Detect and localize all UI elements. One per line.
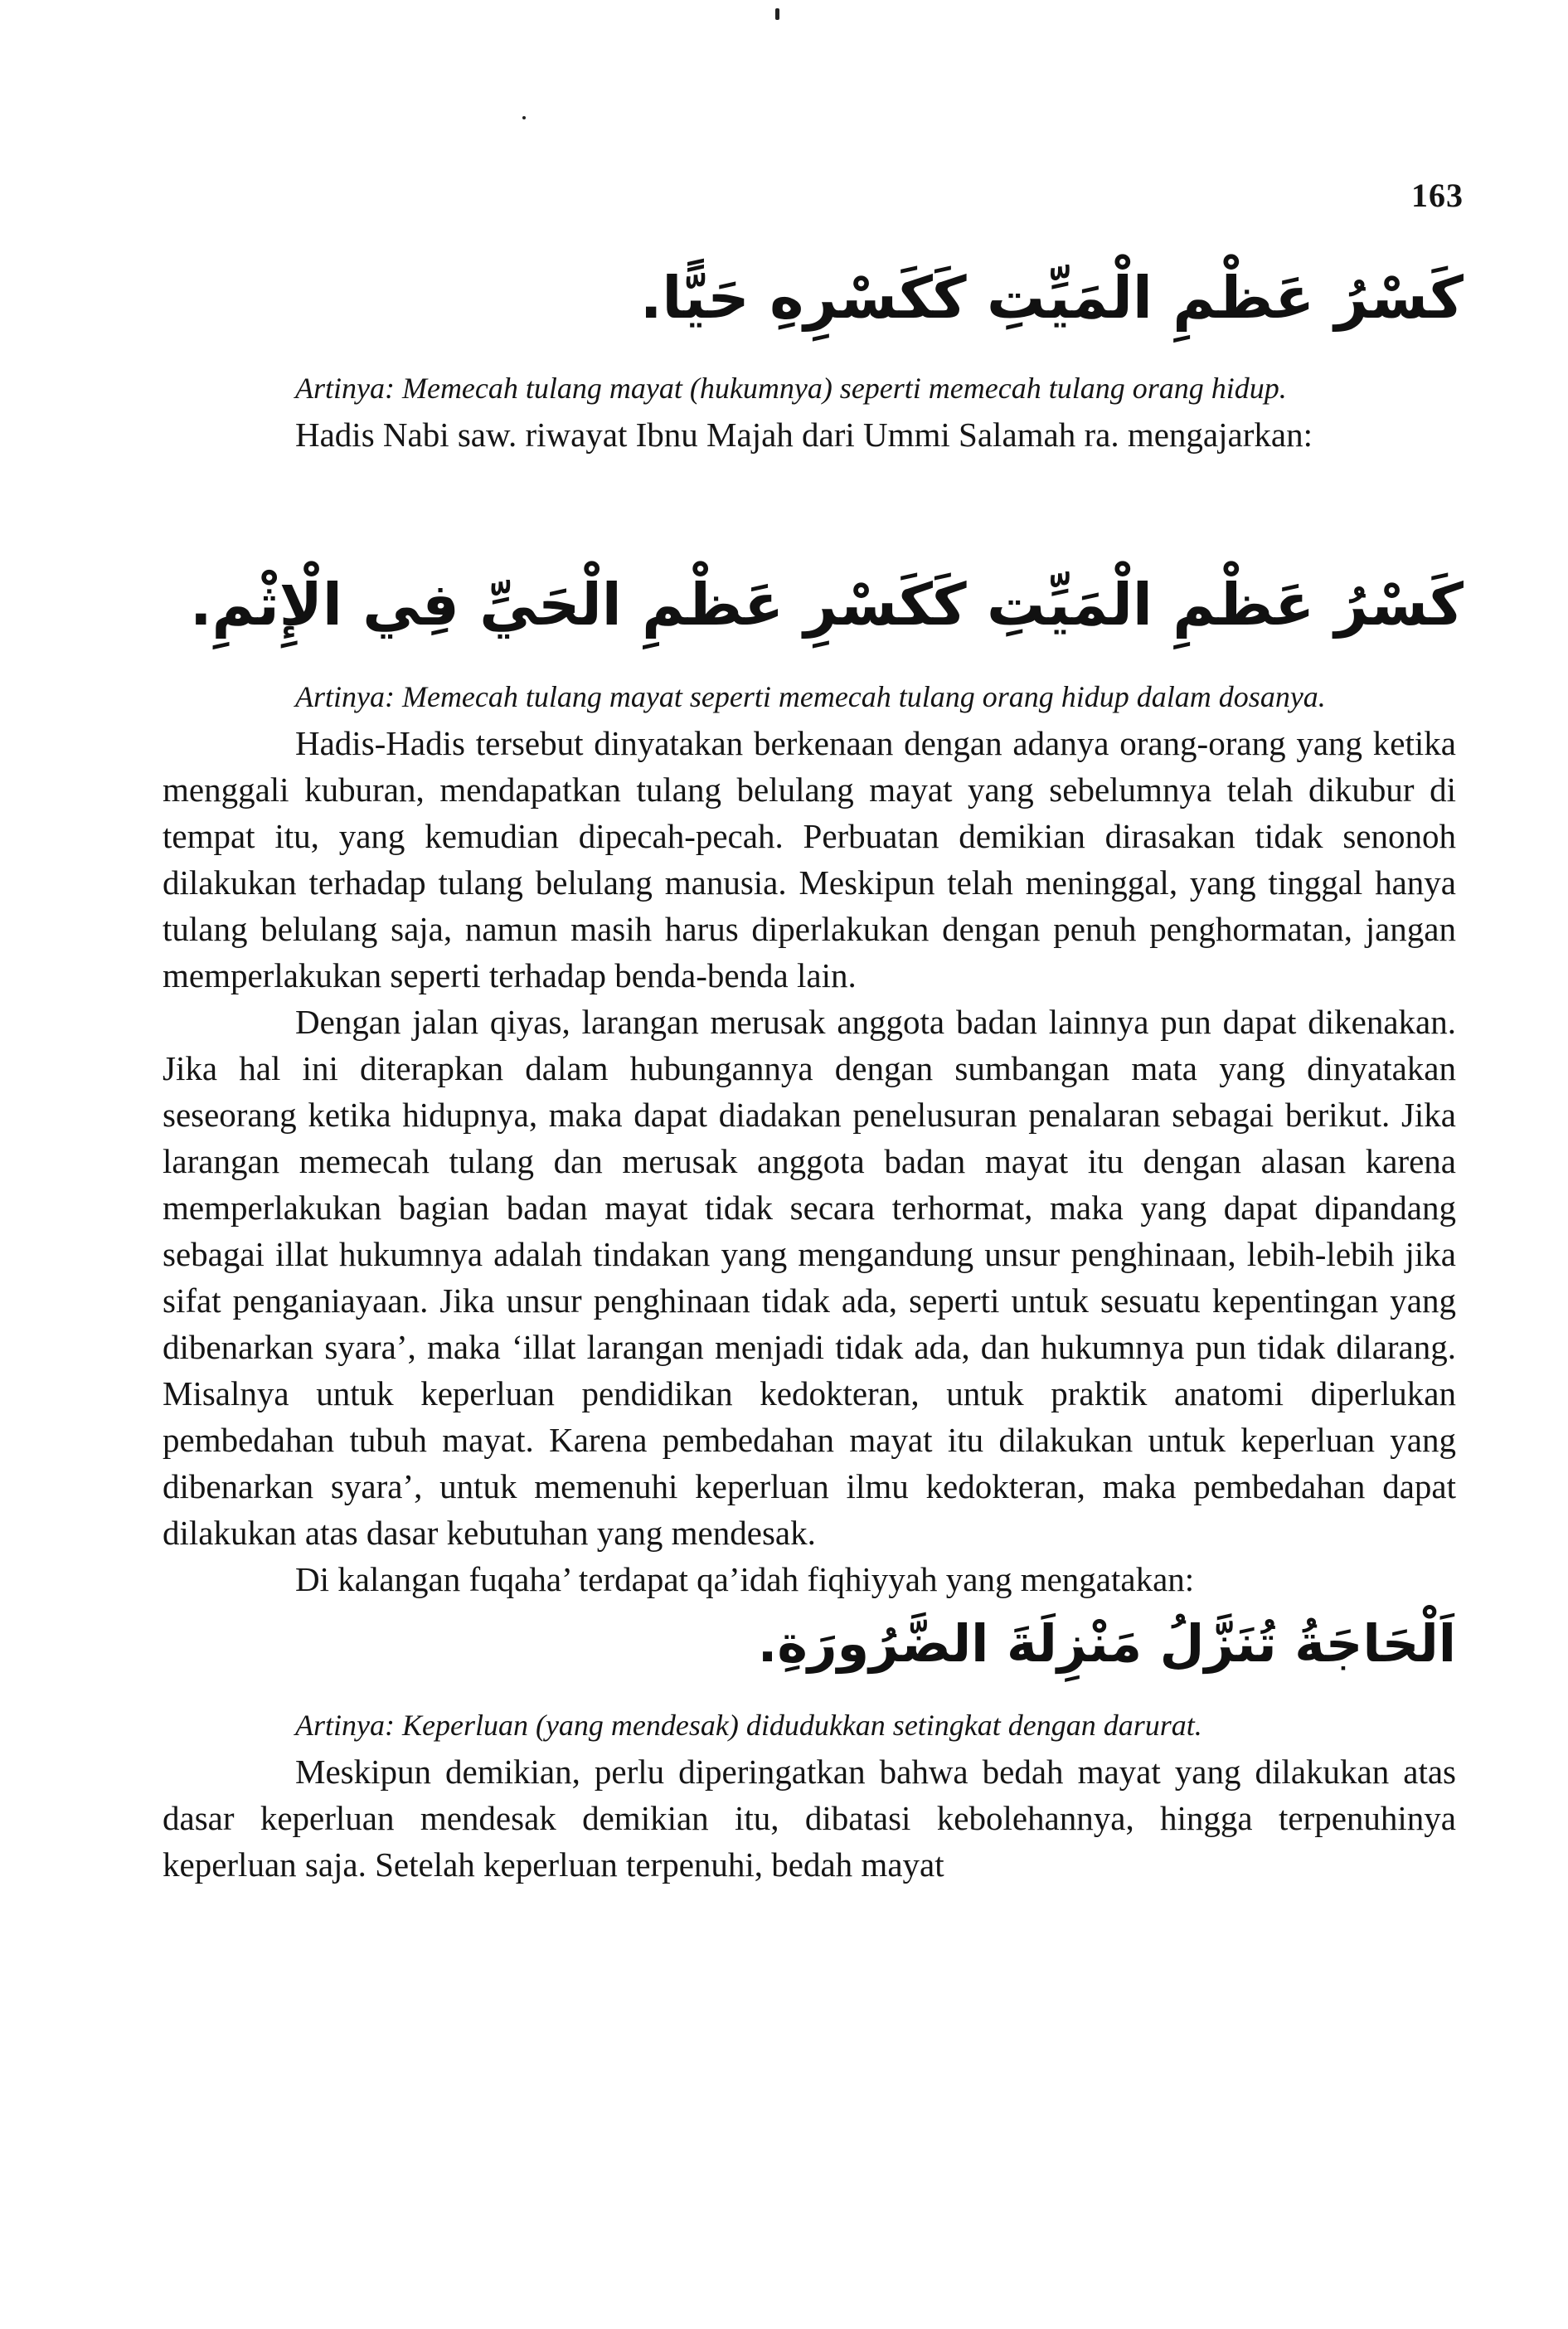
paragraph-fuqaha: Di kalangan fuqaha’ terdapat qa’idah fiqhiyyah yang mengatakan: — [295, 1560, 1195, 1598]
translation-1: Artinya: Memecah tulang mayat (hukumnya) seperti memecah tulang orang hidup. — [295, 372, 1287, 405]
arabic-quote-3-container — [163, 1602, 1456, 1702]
text-block-2 — [163, 673, 1456, 1888]
translation-3: Artinya: Keperluan (yang mendesak) didudukkan setingkat dengan darurat. — [295, 1709, 1202, 1742]
paragraph-hadis-context: Hadis-Hadis tersebut dinyatakan berkenaan dengan adanya orang-orang yang ketika menggali kuburan, mendapatkan tulang belulang mayat yang sebelumnya telah dikubur di tempat itu, yang kemudian dipecah-pecah. Perbuatan demikian dirasakan tidak senonoh dilakukan terhadap tulang belulang manusia. Meskipun telah meninggal, yang tinggal hanya tulang belulang saja, namun masih harus diperlakukan dengan penuh penghormatan, jangan memperlakukan seperti terhadap benda-benda lain. — [163, 724, 1456, 994]
arabic-quote-2: كَسْرُ عَظْمِ الْمَيِّتِ كَكَسْرِ عَظْمِ الْحَيِّ فِي الْإِثْمِ. — [189, 571, 1464, 639]
paragraph-qiyas: Dengan jalan qiyas, larangan merusak anggota badan lainnya pun dapat dikenakan. Jika hal ini diterapkan dalam hubungannya dengan sumbangan mata yang dinyatakan seseorang ketika hidupnya, maka dapat diadakan penelusuran penalaran sebagai berikut. Jika larangan memecah tulang dan merusak anggota badan mayat itu dengan alasan karena memperlakukan bagian badan mayat tidak secara terhormat, maka yang dapat dipandang sebagai illat hukumnya adalah tindakan yang mengandung unsur penghinaan, lebih-lebih jika sifat penganiayaan. Jika unsur penghinaan tidak ada, seperti untuk sesuatu kepentingan yang dibenarkan syara’, maka ‘illat larangan menjadi tidak ada, dan hukumnya pun tidak dilarang. Misalnya untuk keperluan pendidikan kedokteran, untuk praktik anatomi diperlukan pembedahan tubuh mayat. Karena pembedahan mayat itu dilakukan untuk keperluan yang dibenarkan syara’, untuk memenuhi keperluan ilmu kedokteran, maka pembedahan dapat dilakukan atas dasar kebutuhan yang mendesak. — [163, 1003, 1456, 1552]
scan-speck — [775, 8, 779, 20]
paragraph-hadis-intro: Hadis Nabi saw. riwayat Ibnu Majah dari Ummi Salamah ra. mengajarkan: — [295, 416, 1313, 454]
translation-2: Artinya: Memecah tulang mayat seperti memecah tulang orang hidup dalam dosanya. — [295, 680, 1326, 713]
paragraph-closing: Meskipun demikian, perlu diperingatkan bahwa bedah mayat yang dilakukan atas dasar keperluan mendesak demikian itu, dibatasi kebolehannya, hingga terpenuhinya keperluan saja. Setelah keperluan terpenuhi, bedah mayat — [163, 1753, 1456, 1884]
page-number: 163 — [1411, 177, 1464, 214]
arabic-quote-1: كَسْرُ عَظْمِ الْمَيِّتِ كَكَسْرِهِ حَيًّا. — [639, 264, 1464, 332]
arabic-quote-3: اَلْحَاجَةُ تُنَزَّلُ مَنْزِلَةَ الضَّرُورَةِ. — [757, 1613, 1456, 1674]
text-block-1 — [163, 365, 1456, 458]
scan-speck — [522, 116, 526, 119]
